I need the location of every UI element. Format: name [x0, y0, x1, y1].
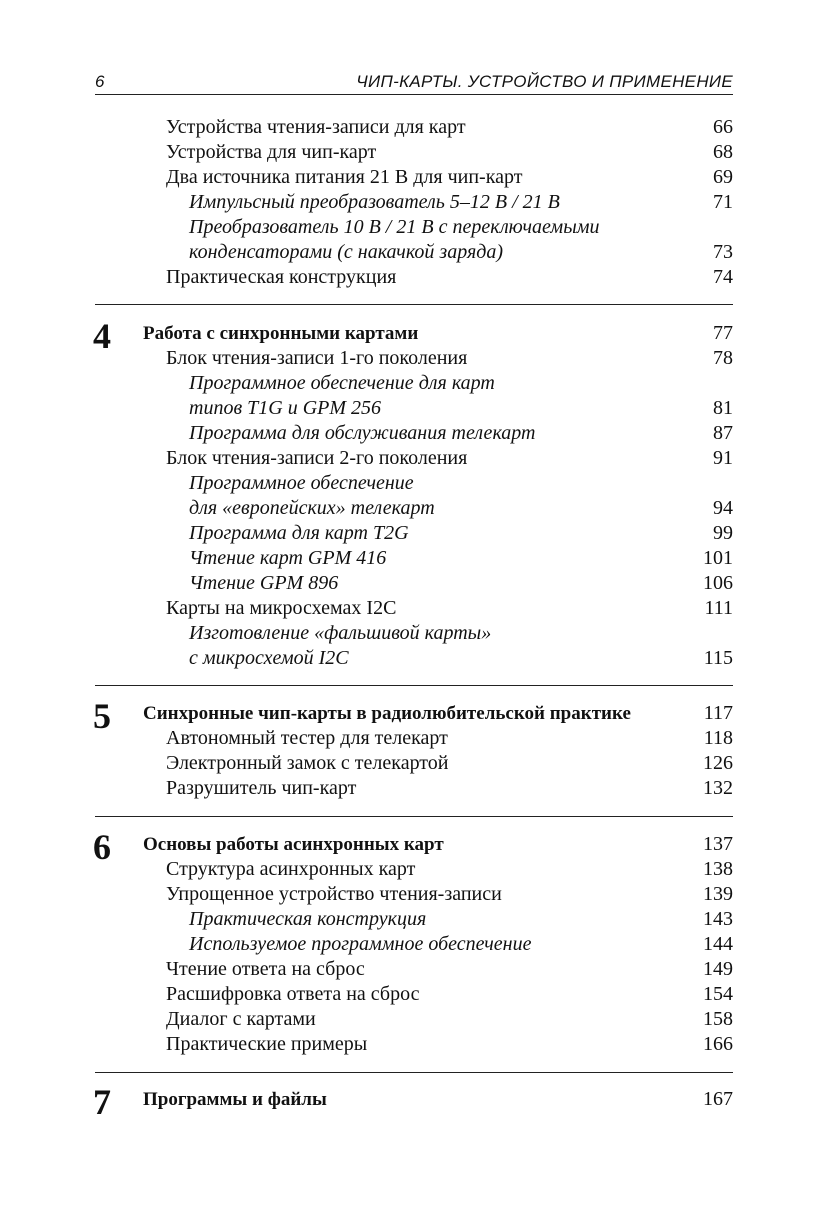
- chapter-number: 5: [93, 696, 111, 736]
- toc-entry-page: 66: [713, 116, 733, 138]
- chapter-title: Работа с синхронными картами: [143, 323, 419, 344]
- toc-entry-title: Практические примеры: [166, 1033, 368, 1055]
- chapter-number: 4: [93, 316, 111, 356]
- toc-subentry[interactable]: [0, 932, 733, 957]
- toc-entry-page: 71: [713, 191, 733, 213]
- toc-entry-page: 91: [713, 447, 733, 469]
- toc-entry-page: 74: [713, 266, 733, 288]
- toc-entry-page: 68: [713, 141, 733, 163]
- toc-chapter[interactable]: [0, 701, 733, 726]
- toc-entry-page: 73: [713, 241, 733, 263]
- toc-subentry[interactable]: [0, 396, 733, 421]
- toc-entry-page: 154: [703, 983, 733, 1005]
- toc-entry-page: 137: [703, 833, 733, 855]
- toc-entry-page: 111: [704, 597, 733, 619]
- book-title: ЧИП-КАРТЫ. УСТРОЙСТВО И ПРИМЕНЕНИЕ: [356, 72, 733, 91]
- toc-subentry[interactable]: [0, 571, 733, 596]
- toc-entry-page: 77: [713, 322, 733, 344]
- toc-entry-page: 106: [703, 572, 733, 594]
- section-divider: [95, 1072, 733, 1073]
- toc-entry-title: с микросхемой I2C: [189, 647, 349, 669]
- toc-entry-page: 166: [703, 1033, 733, 1055]
- toc-entry-page: 117: [703, 702, 733, 724]
- toc-entry-title: Упрощенное устройство чтения-записи: [166, 883, 502, 905]
- toc-entry-title: Электронный замок с телекартой: [166, 752, 449, 774]
- toc-entry-page: 143: [703, 908, 733, 930]
- toc-entry-title: Чтение карт GPM 416: [189, 547, 387, 569]
- toc-entry-page: 99: [713, 522, 733, 544]
- toc-entry-page: 101: [703, 547, 733, 569]
- toc-entry-title: Автономный тестер для телекарт: [166, 727, 448, 749]
- toc-entry[interactable]: [0, 726, 733, 751]
- running-header: [95, 70, 733, 95]
- toc-entry[interactable]: [0, 115, 733, 140]
- toc-entry-page: 87: [713, 422, 733, 444]
- toc-entry-title: Практическая конструкция: [189, 908, 427, 930]
- toc-entry[interactable]: [0, 882, 733, 907]
- toc-entry-title: Импульсный преобразователь 5–12 В / 21 В: [189, 191, 560, 213]
- toc-entry[interactable]: [0, 982, 733, 1007]
- toc-entry-page: 144: [703, 933, 733, 955]
- toc-entry-page: 149: [703, 958, 733, 980]
- toc-subentry[interactable]: [0, 907, 733, 932]
- toc-entry-page: 158: [703, 1008, 733, 1030]
- page-number: 6: [95, 72, 105, 91]
- toc-subentry[interactable]: [0, 621, 733, 646]
- toc-entry-title: Разрушитель чип-карт: [166, 777, 357, 799]
- toc-entry-title: Диалог с картами: [166, 1008, 316, 1030]
- toc-entry-title: Расшифровка ответа на сброс: [166, 983, 420, 1005]
- chapter-title: Программы и файлы: [143, 1089, 327, 1110]
- toc-chapter[interactable]: [0, 321, 733, 346]
- toc-entry-title: Практическая конструкция: [166, 266, 397, 288]
- toc-entry-title: Структура асинхронных карт: [166, 858, 416, 880]
- toc-entry-title: типов T1G и GPM 256: [189, 397, 382, 419]
- toc-entry-title: для «европейских» телекарт: [189, 497, 435, 519]
- toc-entry-title: Устройства для чип-карт: [166, 141, 377, 163]
- toc-entry[interactable]: [0, 957, 733, 982]
- toc-entry-title: конденсаторами (с накачкой заряда): [189, 241, 504, 263]
- toc-subentry[interactable]: [0, 215, 733, 240]
- toc-subentry[interactable]: [0, 240, 733, 265]
- chapter-title: Синхронные чип-карты в радиолюбительской практике: [143, 703, 631, 724]
- toc-entry[interactable]: [0, 346, 733, 371]
- toc-entry-title: Используемое программное обеспечение: [189, 933, 532, 955]
- toc-subentry[interactable]: [0, 371, 733, 396]
- chapter-title: Основы работы асинхронных карт: [143, 834, 444, 855]
- toc-subentry[interactable]: [0, 190, 733, 215]
- toc-subentry[interactable]: [0, 471, 733, 496]
- toc-entry-title: Программное обеспечение для карт: [189, 372, 495, 394]
- toc-entry[interactable]: [0, 751, 733, 776]
- toc-chapter[interactable]: [0, 1087, 733, 1112]
- toc-entry[interactable]: [0, 265, 733, 290]
- toc-entry[interactable]: [0, 596, 733, 621]
- toc-subentry[interactable]: [0, 646, 733, 671]
- toc-subentry[interactable]: [0, 421, 733, 446]
- toc-entry-page: 138: [703, 858, 733, 880]
- toc-entry-title: Устройства чтения-записи для карт: [166, 116, 466, 138]
- toc-entry[interactable]: [0, 1007, 733, 1032]
- toc-entry-page: 115: [703, 647, 733, 669]
- section-divider: [95, 685, 733, 686]
- toc-entry[interactable]: [0, 857, 733, 882]
- toc-entry-title: Чтение ответа на сброс: [166, 958, 365, 980]
- toc-entry-title: Программа для обслуживания телекарт: [189, 422, 536, 444]
- toc-entry[interactable]: [0, 140, 733, 165]
- chapter-number: 7: [93, 1082, 111, 1122]
- toc-entry-page: 167: [703, 1088, 733, 1110]
- toc-subentry[interactable]: [0, 496, 733, 521]
- toc-subentry[interactable]: [0, 546, 733, 571]
- section-divider: [95, 816, 733, 817]
- toc-entry-page: 132: [703, 777, 733, 799]
- toc-subentry[interactable]: [0, 521, 733, 546]
- toc-entry[interactable]: [0, 776, 733, 801]
- toc-entry-title: Блок чтения-записи 1-го поколения: [166, 347, 468, 369]
- toc-entry-title: Преобразователь 10 В / 21 В с переключаемыми: [189, 216, 600, 238]
- toc-entry-page: 126: [703, 752, 733, 774]
- chapter-number: 6: [93, 827, 111, 867]
- toc-entry-title: Программное обеспечение: [189, 472, 414, 494]
- toc-entry-page: 118: [703, 727, 733, 749]
- toc-entry-title: Карты на микросхемах I2C: [166, 597, 397, 619]
- toc-entry-page: 94: [713, 497, 733, 519]
- toc-entry-title: Изготовление «фальшивой карты»: [189, 622, 492, 644]
- toc-entry[interactable]: [0, 446, 733, 471]
- toc-entry-title: Блок чтения-записи 2-го поколения: [166, 447, 468, 469]
- toc-entry[interactable]: [0, 165, 733, 190]
- toc-entry-title: Программа для карт T2G: [189, 522, 409, 544]
- toc-entry-title: Два источника питания 21 В для чип-карт: [166, 166, 523, 188]
- section-divider: [95, 304, 733, 305]
- toc-entry-title: Чтение GPM 896: [189, 572, 339, 594]
- toc-entry-page: 139: [703, 883, 733, 905]
- toc-entry-page: 69: [713, 166, 733, 188]
- toc-chapter[interactable]: [0, 832, 733, 857]
- toc-entry[interactable]: [0, 1032, 733, 1057]
- toc-entry-page: 81: [713, 397, 733, 419]
- toc-entry-page: 78: [713, 347, 733, 369]
